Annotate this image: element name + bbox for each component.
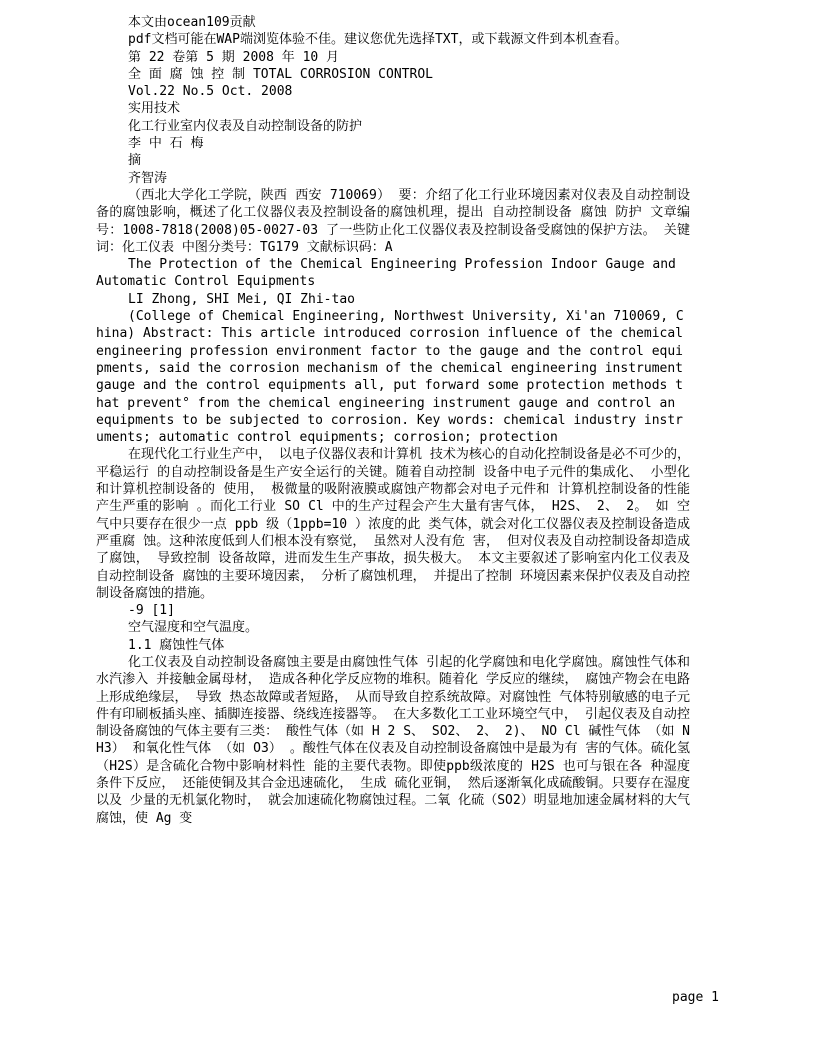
text-line: 本文由ocean109贡献 xyxy=(128,15,256,30)
abstract-en: (College of Chemical Engineering, Northwest University, Xi'an 710069, China) Abstract: This article introduced corrosion influence of the chemical engineering profession environment factor to the gauge and the control equipments, said the corrosion mechanism of the chemical engineering instrument gauge and the control equipments all, put forward some protection methods that prevent° from the chemical engineering instrument gauge and control an equipments to be subjected to corrosion. Key words: chemical industry instruments; automatic control equipments; corrosion; protection xyxy=(96,309,691,446)
article-title: 化工行业室内仪表及自动控制设备的防护 xyxy=(128,118,363,134)
abstract-cn: （西北大学化工学院，陕西 西安 710069） 要：介绍了化工行业环境因素对仪表及自动控制设备的腐蚀影响，概述了化工仪器仪表及控制设备的腐蚀机理，提出 自动控制设备 腐蚀 防护 文章编号：1008-7818(2008)05-0027-03 了一些防止化工仪器仪表及控制设备受腐蚀的保护方法。 关键词：化工仪表 中图分类号：TG179 文献标识码：A xyxy=(96,187,690,255)
text-line: 全 面 腐 蚀 控 制 TOTAL CORROSION CONTROL xyxy=(128,66,433,82)
text-line: pdf文档可能在WAP端浏览体验不佳。建议您优先选择TXT，或下载源文件到本机查看。 xyxy=(128,32,628,48)
text-line: 齐智涛 xyxy=(128,170,168,186)
page-number: page 1 xyxy=(672,990,719,1005)
text-line: 实用技术 xyxy=(128,101,181,117)
document-body xyxy=(96,14,698,827)
text-line: 空气湿度和空气温度。 xyxy=(128,620,259,636)
body-paragraph: 在现代化工行业生产中， 以电子仪器仪表和计算机 技术为核心的自动化控制设备是必不可少的， 平稳运行 的自动控制设备是生产安全运行的关键。随着自动控制 设备中电子元件的集成化、 小型化和计算机控制设备的 使用， 极微量的吸附液膜或腐蚀产物都会对电子元件和 计算机控制设备的性能产生严重的影响 。而化工行业 SO Cl 中的生产过程会产生大量有害气体， H2S、 2、 2。 如 空气中只要存在很少一点 ppb 级（1ppb=10 ）浓度的此 类气体，就会对化工仪器仪表及控制设备造成严重腐 蚀。这种浓度低到人们根本没有察觉， 虽然对人没有危 害， 但对仪表及自动控制设备却造成了腐蚀， 导致控制 设备故障，进而发生生产事故，损失极大。 本文主要叙述了影响室内化工仪表及自动控制设备 腐蚀的主要环境因素， 分析了腐蚀机理， 并提出了控制 环境因素来保护仪表及自动控制设备腐蚀的措施。 xyxy=(96,447,698,601)
body-paragraph: 化工仪表及自动控制设备腐蚀主要是由腐蚀性气体 引起的化学腐蚀和电化学腐蚀。腐蚀性气体和水汽渗入 并接触金属母材， 造成各种化学反应物的堆积。随着化 学反应的继续， 腐蚀产物会在电路上形成绝缘层， 导致 热态故障或者短路， 从而导致自控系统故障。对腐蚀性 气体特别敏感的电子元件有印刷板插头座、插脚连接器、绕线连接器等。 在大多数化工工业环境空气中， 引起仪表及自动控 制设备腐蚀的气体主要有三类： 酸性气体（如 H 2 S、 SO2、 2、 2)、 NO Cl 碱性气体 （如 NH3） 和氧化性气体 （如 O3） 。酸性气体在仪表及自动控制设备腐蚀中是最为有 害的气体。硫化氢（H2S）是含硫化合物中影响材料性 能的主要代表物。即使ppb级浓度的 H2S 也可与银在各 种湿度条件下反应， 还能使铜及其合金迅速硫化， 生成 硫化亚铜， 然后逐渐氧化成硫酸铜。只要存在湿度以及 少量的无机氯化物时， 就会加速硫化物腐蚀过程。二氧 化硫（SO2）明显地加速金属材料的大气腐蚀，使 Ag 变 xyxy=(96,654,698,826)
text-line: -9 [1] xyxy=(128,603,175,619)
english-title: The Protection of the Chemical Engineering Profession Indoor Gauge and Automatic Control Equipments xyxy=(96,257,684,290)
text-line: 李 中 石 梅 xyxy=(128,136,204,152)
section-heading: 1.1 腐蚀性气体 xyxy=(128,637,225,653)
text-line: Vol.22 No.5 Oct. 2008 xyxy=(128,84,293,100)
text-line: 第 22 卷第 5 期 2008 年 10 月 xyxy=(128,49,340,65)
english-authors: LI Zhong, SHI Mei, QI Zhi-tao xyxy=(128,291,355,307)
text-line: 摘 xyxy=(128,153,142,169)
